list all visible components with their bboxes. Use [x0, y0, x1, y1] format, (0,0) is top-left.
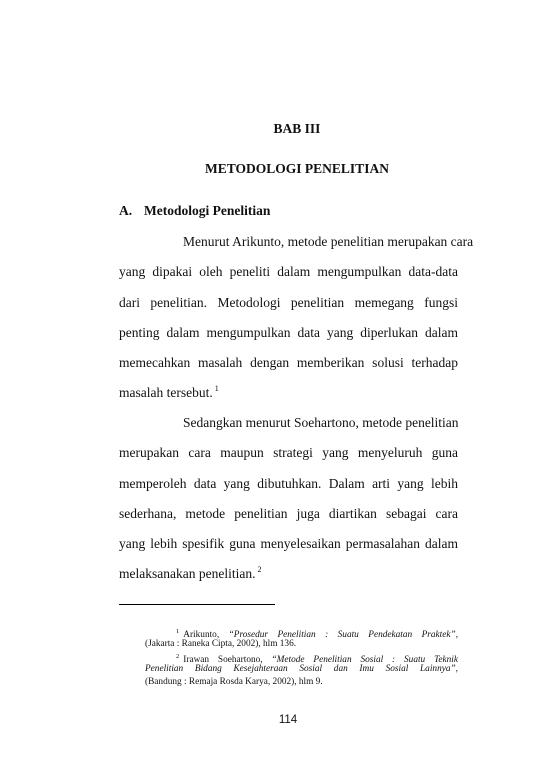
paragraph-2-last-line — [119, 566, 261, 582]
footnote-1-line: (Jakarta : Raneka Cipta, 2002), hlm 136. — [145, 639, 297, 649]
chapter-title: METODOLOGI PENELITIAN — [205, 161, 389, 176]
paragraph-2-line: melaksanakan penelitian. — [119, 566, 256, 581]
section-heading — [119, 203, 270, 219]
paragraph-2-line: yang lebih spesifik guna menyelesaikan permasalahan dalam — [119, 536, 458, 551]
paragraph-1-line: masalah tersebut. — [119, 385, 213, 400]
chapter-label: BAB III — [273, 121, 321, 136]
section-title: Metodologi Penelitian — [144, 203, 271, 218]
footnote-2-text: Irawan Soehartono, “Metode Penelitian Sosial : Suatu Teknik — [183, 655, 458, 665]
paragraph-1-line: yang dipakai oleh peneliti dalam mengumpulkan data-data — [119, 264, 458, 279]
paragraph-1-line: penting dalam mengumpulkan data yang diperlukan dalam — [119, 325, 458, 340]
footnote-separator — [119, 604, 275, 605]
paragraph-1-line: Menurut Arikunto, metode penelitian merupakan cara — [183, 234, 474, 249]
footnote-1-mark: 1 — [176, 628, 180, 635]
paragraph-1-last-line — [119, 385, 219, 401]
paragraph-2-line: sederhana, metode penelitian juga diartikan sebagai cara — [119, 506, 458, 521]
paragraph-2-line: Sedangkan menurut Soehartono, metode penelitian — [183, 415, 459, 430]
section-number: A. — [119, 203, 133, 218]
footnote-2-line: Penelitian Bidang Kesejahteraan Sosial dan Imu Sosial Lainnya”, — [145, 664, 458, 674]
paragraph-2-line: memperoleh data yang dibutuhkan. Dalam arti yang lebih — [119, 476, 458, 491]
page-number: 114 — [278, 714, 298, 726]
footnote-2-line: (Bandung : Remaja Rosda Karya, 2002), hlm 9. — [145, 677, 323, 687]
paragraph-2-line: merupakan cara maupun strategi yang menyeluruh guna — [119, 445, 458, 460]
footnote-reference[interactable]: 2 — [257, 565, 262, 574]
paragraph-1-line: memecahkan masalah dengan memberikan solusi terhadap — [119, 355, 458, 370]
footnote-reference[interactable]: 1 — [214, 384, 219, 393]
footnote-2-mark: 2 — [176, 653, 180, 660]
paragraph-1-line: dari penelitian. Metodologi penelitian memegang fungsi — [119, 295, 458, 310]
footnote-1-text: Arikunto, “Prosedur Penelitian : Suatu Pendekatan Praktek”, — [183, 630, 459, 640]
